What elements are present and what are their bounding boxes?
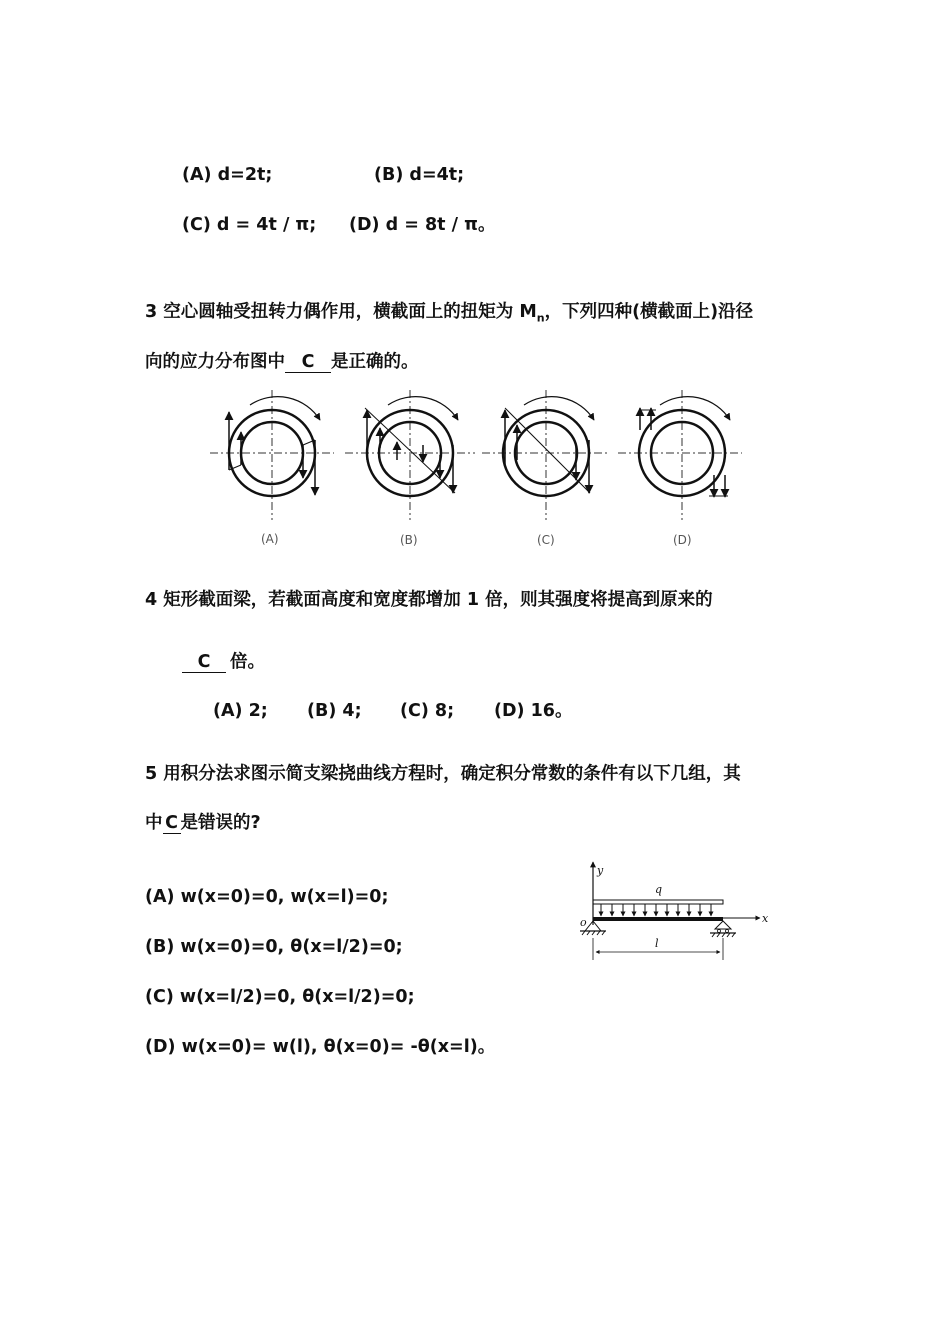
q3-prompt-line2: 向的应力分布图中 C 是正确的。 — [145, 352, 419, 372]
figure-label-c: (C) — [537, 533, 555, 547]
q3-subscript: n — [536, 311, 545, 325]
q5-option-d: (D) w(x=0)= w(l), θ(x=0)= -θ(x=l)。 — [145, 1037, 496, 1057]
q5-prompt-line1: 5 用积分法求图示简支梁挠曲线方程时，确定积分常数的条件有以下几组，其 — [145, 764, 741, 784]
q2-option-a: (A) d=2t; — [182, 165, 273, 185]
q5-option-b: (B) w(x=0)=0, θ(x=l/2)=0; — [145, 937, 403, 957]
q4-prompt-line2: C 倍。 — [182, 650, 265, 674]
q2-option-d: (D) d = 8t / π。 — [349, 215, 496, 235]
y-axis-label: y — [597, 864, 604, 877]
q4-answer-blank: C — [182, 652, 226, 673]
q4-option-c: (C) 8; — [400, 701, 455, 721]
load-label: q — [655, 883, 663, 896]
figure-label-b: (B) — [400, 533, 418, 547]
stress-diagram-a — [210, 390, 334, 546]
q3-prompt-line1: 3 空心圆轴受扭转力偶作用，横截面上的扭矩为 $M_n$，下列四种(横截面上)沿径 — [145, 302, 754, 325]
figure-label-d: (D) — [673, 533, 692, 547]
stress-diagram-d — [618, 390, 742, 547]
q4-option-b: (B) 4; — [307, 701, 362, 721]
figure-label-a: (A) — [261, 532, 279, 546]
q5-answer-blank: C — [163, 813, 181, 834]
q4-option-d: (D) 16。 — [494, 701, 573, 721]
origin-label: o — [580, 916, 587, 929]
q5-prompt-line2: 中 C 是错误的? — [145, 813, 261, 833]
distributed-load-arrows — [601, 904, 711, 916]
q4-option-a: (A) 2; — [213, 701, 268, 721]
q2-option-c: (C) d = 4t / π; — [182, 215, 317, 235]
stress-diagram-b — [345, 390, 475, 547]
q2-option-b: (B) d=4t; — [374, 165, 465, 185]
q5-option-a: (A) w(x=0)=0, w(x=l)=0; — [145, 887, 389, 907]
span-label: l — [655, 937, 659, 950]
stress-diagram-c — [482, 390, 610, 547]
q4-prompt-line1: 4 矩形截面梁，若截面高度和宽度都增加 1 倍，则其强度将提高到原来的 — [145, 590, 713, 610]
q5-option-c: (C) w(x=l/2)=0, θ(x=l/2)=0; — [145, 987, 415, 1007]
x-axis-label: x — [762, 912, 769, 925]
q3-answer-blank: C — [285, 352, 331, 373]
